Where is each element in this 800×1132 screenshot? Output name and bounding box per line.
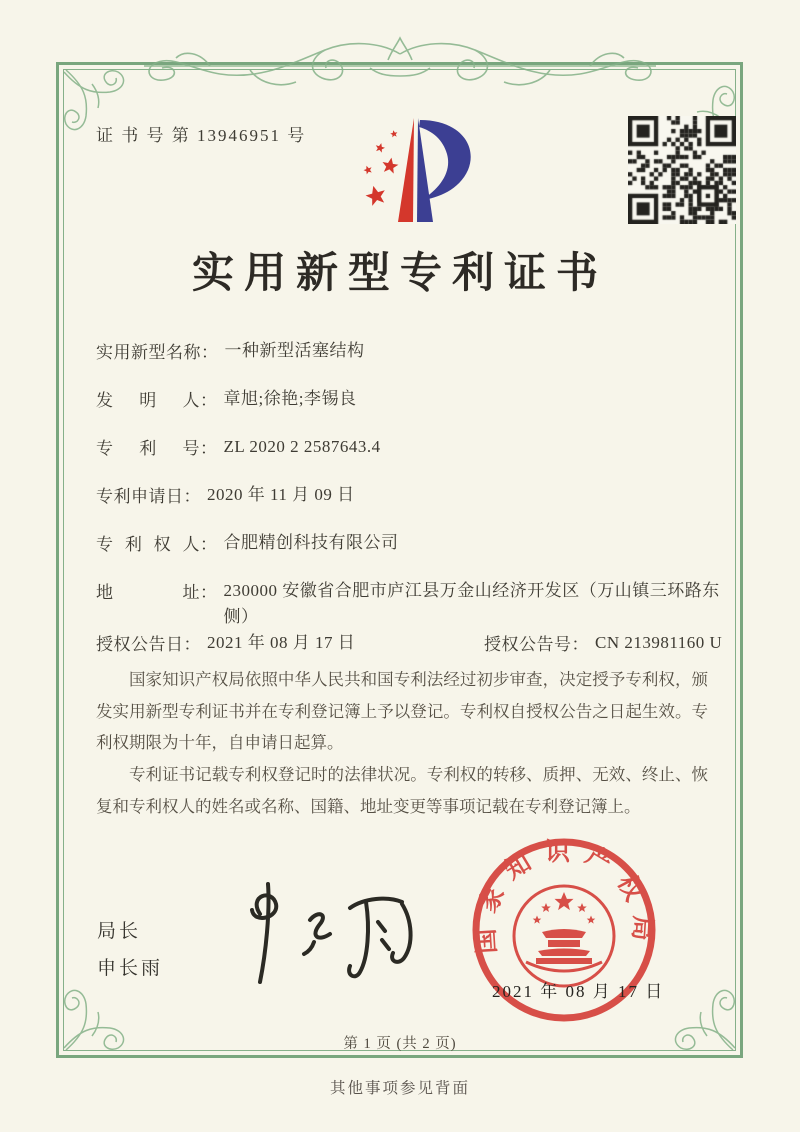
field-colon: ： <box>201 343 219 362</box>
legal-text-block <box>96 664 708 822</box>
field-colon: ： <box>183 635 201 654</box>
legal-paragraph-2: 专利证书记载专利权登记时的法律状况。专利权的转移、质押、无效、终止、恢复和专利权人的姓名或名称、国籍、地址变更等事项记载在专利登记簿上。 <box>96 765 708 816</box>
grant-number-value: CN 213981160 U <box>595 633 723 652</box>
field-value: 合肥精创科技有限公司 <box>223 533 399 552</box>
grant-date-value: 2021 年 08 月 17 日 <box>207 633 356 652</box>
field-row-grant <box>96 630 723 656</box>
seal-text: 国家知识产权局 <box>472 838 656 955</box>
field-row-inventors <box>96 386 356 412</box>
field-row-address <box>96 578 729 631</box>
seal-date: 2021 年 08 月 17 日 <box>492 982 665 1001</box>
field-label: 实用新型名称 <box>96 343 201 362</box>
field-label: 专利号 <box>96 439 200 458</box>
field-colon: ： <box>200 535 218 554</box>
grant-number-group <box>484 630 722 656</box>
commissioner-title: 局长 <box>97 921 142 942</box>
field-row-filing-date <box>96 482 355 508</box>
field-label: 发明人 <box>96 391 200 410</box>
page-indicator: 第 1 页 (共 2 页) <box>343 1036 457 1052</box>
field-row-patent-number <box>96 434 381 460</box>
field-value: ZL 2020 2 2587643.4 <box>223 437 381 456</box>
certificate-number: 证 书 号 第 13946951 号 <box>96 126 307 145</box>
legal-paragraph-1: 国家知识产权局依照中华人民共和国专利法经过初步审查，决定授予专利权，颁发实用新型专利证书并在专利登记簿上予以登记。专利权自授权公告之日起生效。专利权期限为十年，自申请日起算。 <box>96 670 708 753</box>
commissioner-name: 申长雨 <box>97 958 164 979</box>
field-value: 2020 年 11 月 09 日 <box>207 485 355 504</box>
field-label: 专利权人 <box>96 535 200 554</box>
grant-number-label: 授权公告号 <box>484 635 572 654</box>
field-row-patentee <box>96 530 399 556</box>
field-colon: ： <box>200 391 218 410</box>
field-value: 230000 安徽省合肥市庐江县万金山经济开发区（万山镇三环路东侧） <box>223 581 720 627</box>
grant-date-group <box>96 630 356 654</box>
field-row-utility-model-name <box>96 338 365 364</box>
back-note: 其他事项参见背面 <box>329 1080 470 1097</box>
seal-emblem <box>514 886 614 986</box>
qr-code <box>628 116 736 224</box>
logo-stars <box>362 130 399 207</box>
certificate-title: 实用新型专利证书 <box>191 251 608 297</box>
logo-red-wedge <box>398 118 414 222</box>
cnipa-logo <box>340 108 490 238</box>
field-colon: ： <box>200 583 218 602</box>
field-value: 一种新型活塞结构 <box>224 341 365 360</box>
field-colon: ： <box>183 487 201 506</box>
field-colon: ： <box>571 635 589 654</box>
grant-date-label: 授权公告日 <box>96 635 184 654</box>
field-label: 专利申请日 <box>96 487 184 506</box>
field-colon: ： <box>200 439 218 458</box>
commissioner-signature <box>212 878 447 993</box>
field-value: 章旭;徐艳;李锡良 <box>223 389 357 408</box>
field-label: 地址 <box>96 583 200 602</box>
logo-blue-wedge <box>417 118 433 222</box>
